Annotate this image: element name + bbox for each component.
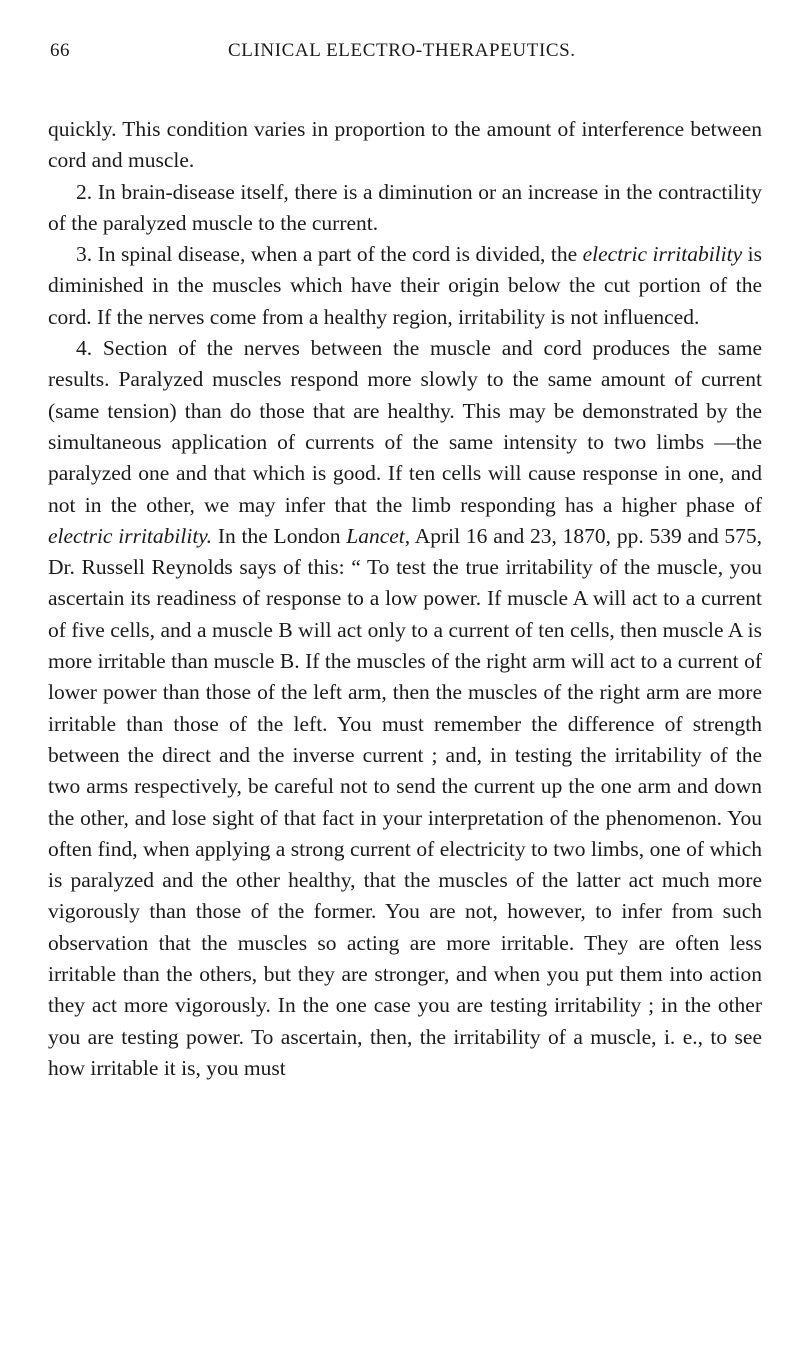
- italic-term: electric irritability: [582, 242, 743, 267]
- paragraph-2: [48, 177, 762, 240]
- running-head: [48, 32, 762, 66]
- paragraph-4: [48, 333, 762, 1084]
- paragraph-text: In the London: [212, 523, 347, 548]
- paragraph-continuation: [48, 114, 762, 177]
- italic-journal-title: Lancet,: [346, 523, 411, 548]
- paragraph-text: April 16 and 23, 1870, pp. 539 and 575, Dr. Russell Reynolds says of this: “ To test the true irritability of the muscle, you ascertain its readiness of response to a low power. If muscle A will act to a current of five cells, and a muscle B will act only to a current of ten cells, then muscle A is more irritable than muscle B. If the muscles of the right arm will act to a current of lower power than those of the left arm, then the muscles of the right arm are more irritable than those of the left. You must remember the difference of strength between the direct and the inverse current ; and, in testing the irritability of the two arms respectively, be careful not to send the current up the one arm and down the other, and lose sight of that fact in your interpretation of the phenomenon. You often find, when applying a strong current of electricity to two limbs, one of which is paralyzed and the other healthy, that the muscles of the latter act much more vigorously than those of the former. You are not, however, to infer from such observation that the muscles so acting are more irritable. They are often less irritable than the others, but they are stronger, and when you put them into action they act more vigorously. In the one case you are testing irritability ; in the other you are testing power. To ascertain, then, the irritability of a muscle, i. e., to see how irritable it is, you must: [48, 523, 762, 1080]
- paragraph-text: 4. Section of the nerves between the muscle and cord produces the same results. Paralyzed muscles respond more slowly to the same amount of current (same tension) than do those that are healthy. This may be demonstrated by the simultaneous application of currents of the same intensity to two limbs —the paralyzed one and that which is good. If ten cells will cause response in one, and not in the other, we may infer that the limb responding has a higher phase of: [48, 336, 762, 517]
- body-text: [48, 114, 762, 1084]
- italic-term: electric irritability.: [48, 523, 213, 548]
- paragraph-text: is diminished in the muscles which have their origin below the cut portion of the cord. If the nerves come from a healthy region, irritability is not influenced.: [48, 242, 762, 329]
- paragraph-text: quickly. This condition varies in proportion to the amount of interference between cord and muscle.: [48, 117, 762, 173]
- paragraph-text: 2. In brain-disease itself, there is a diminution or an increase in the contractility of the paralyzed muscle to the current.: [48, 179, 762, 235]
- paragraph-3: [48, 239, 762, 333]
- running-title: CLINICAL ELECTRO-THERAPEUTICS.: [228, 40, 576, 61]
- paragraph-text: 3. In spinal disease, when a part of the cord is divided, the: [76, 242, 583, 267]
- page-number: 66: [50, 40, 70, 61]
